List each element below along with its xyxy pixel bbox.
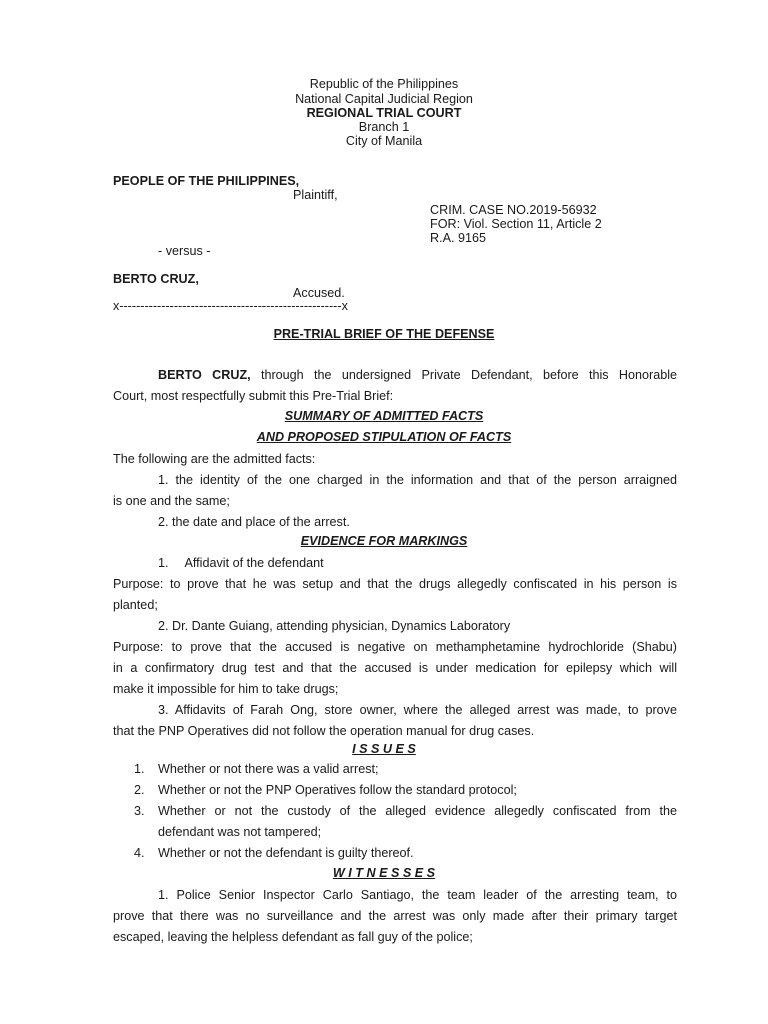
intro-name: BERTO CRUZ,	[158, 368, 251, 382]
evidence-item-1-number: 1.	[158, 556, 169, 570]
fact-2: 2. the date and place of the arrest.	[158, 515, 350, 529]
evidence-item-2-purpose-line-3: make it impossible for him to take drugs;	[113, 682, 339, 696]
versus-text: - versus -	[158, 244, 211, 258]
fact-1-line-2: is one and the same;	[113, 494, 230, 508]
evidence-item-1-purpose-line-2: planted;	[113, 598, 158, 612]
issue-3-number: 3.	[134, 804, 145, 818]
issue-3-text-line-2: defendant was not tampered;	[158, 825, 322, 839]
issue-4-text: Whether or not the defendant is guilty thereof.	[158, 846, 414, 860]
header-branch: Branch 1	[358, 120, 410, 134]
evidence-item-1-label: Affidavit of the defendant	[184, 556, 324, 570]
accused-name: BERTO CRUZ,	[113, 272, 199, 286]
intro-line1: through the undersigned Private Defendant, before this Honorable	[250, 368, 678, 382]
issue-2-text: Whether or not the PNP Operatives follow the standard protocol;	[158, 783, 517, 797]
header-court: REGIONAL TRIAL COURT	[306, 106, 462, 120]
evidence-item-2-purpose-line-1: Purpose: to prove that the accused is negative on methamphetamine hydrochloride (Shabu)	[113, 640, 677, 654]
intro-paragraph	[113, 365, 677, 407]
caption-separator: x-----------------------------------------------------x	[113, 299, 348, 313]
case-ra: R.A. 9165	[430, 231, 487, 245]
intro-line2: Court, most respectfully submit this Pre-Trial Brief:	[113, 389, 394, 403]
issue-4-number: 4.	[134, 846, 145, 860]
evidence-item-1	[113, 553, 677, 574]
evidence-item-2-purpose-line-2: in a confirmatory drug test and that the accused is under medication for epilepsy which will	[113, 661, 677, 675]
case-for: FOR: Viol. Section 11, Article 2	[430, 217, 602, 231]
accused-role: Accused.	[293, 286, 345, 300]
witness-1-line-3: escaped, leaving the helpless defendant as fall guy of the police;	[113, 930, 473, 944]
plaintiff-role: Plaintiff,	[293, 188, 338, 202]
header-republic: Republic of the Philippines	[309, 77, 459, 91]
evidence-section	[113, 553, 677, 742]
issue-1-text: Whether or not there was a valid arrest;	[158, 762, 379, 776]
document-title: PRE-TRIAL BRIEF OF THE DEFENSE	[273, 327, 495, 341]
summary-heading-1: SUMMARY OF ADMITTED FACTS	[284, 409, 484, 423]
facts-lead: The following are the admitted facts:	[113, 452, 316, 466]
witness-1-line-2: prove that there was no surveillance and the arrest was only made after their primary target	[113, 909, 677, 923]
issue-1-number: 1.	[134, 762, 145, 776]
summary-heading-2: AND PROPOSED STIPULATION OF FACTS	[256, 430, 512, 444]
evidence-item-3-line-2: that the PNP Operatives did not follow the operation manual for drug cases.	[113, 724, 535, 738]
evidence-heading: EVIDENCE FOR MARKINGS	[300, 534, 468, 548]
witness-1-line-1: 1. Police Senior Inspector Carlo Santiago, the team leader of the arresting team, to	[158, 888, 677, 902]
issue-3-text-line-1: Whether or not the custody of the alleged evidence allegedly confiscated from the	[158, 804, 677, 818]
witnesses-heading: W I T N E S S E S	[332, 866, 436, 880]
admitted-facts	[113, 449, 677, 533]
header-region: National Capital Judicial Region	[295, 92, 473, 106]
plaintiff-name: PEOPLE OF THE PHILIPPINES,	[113, 174, 300, 188]
evidence-item-2: 2. Dr. Dante Guiang, attending physician, Dynamics Laboratory	[158, 619, 511, 633]
witnesses-section	[113, 885, 677, 948]
case-number: CRIM. CASE NO.2019-56932	[430, 203, 597, 217]
header-city: City of Manila	[345, 134, 423, 148]
evidence-item-1-purpose-line-1: Purpose: to prove that he was setup and that the drugs allegedly confiscated in his person is	[113, 577, 677, 591]
fact-1-line-1: 1. the identity of the one charged in the information and that of the person arraigned	[158, 473, 677, 487]
issues-heading: I S S U E S	[352, 742, 416, 756]
issue-2-number: 2.	[134, 783, 145, 797]
evidence-item-3-line-1: 3. Affidavits of Farah Ong, store owner, where the alleged arrest was made, to prove	[158, 703, 677, 717]
